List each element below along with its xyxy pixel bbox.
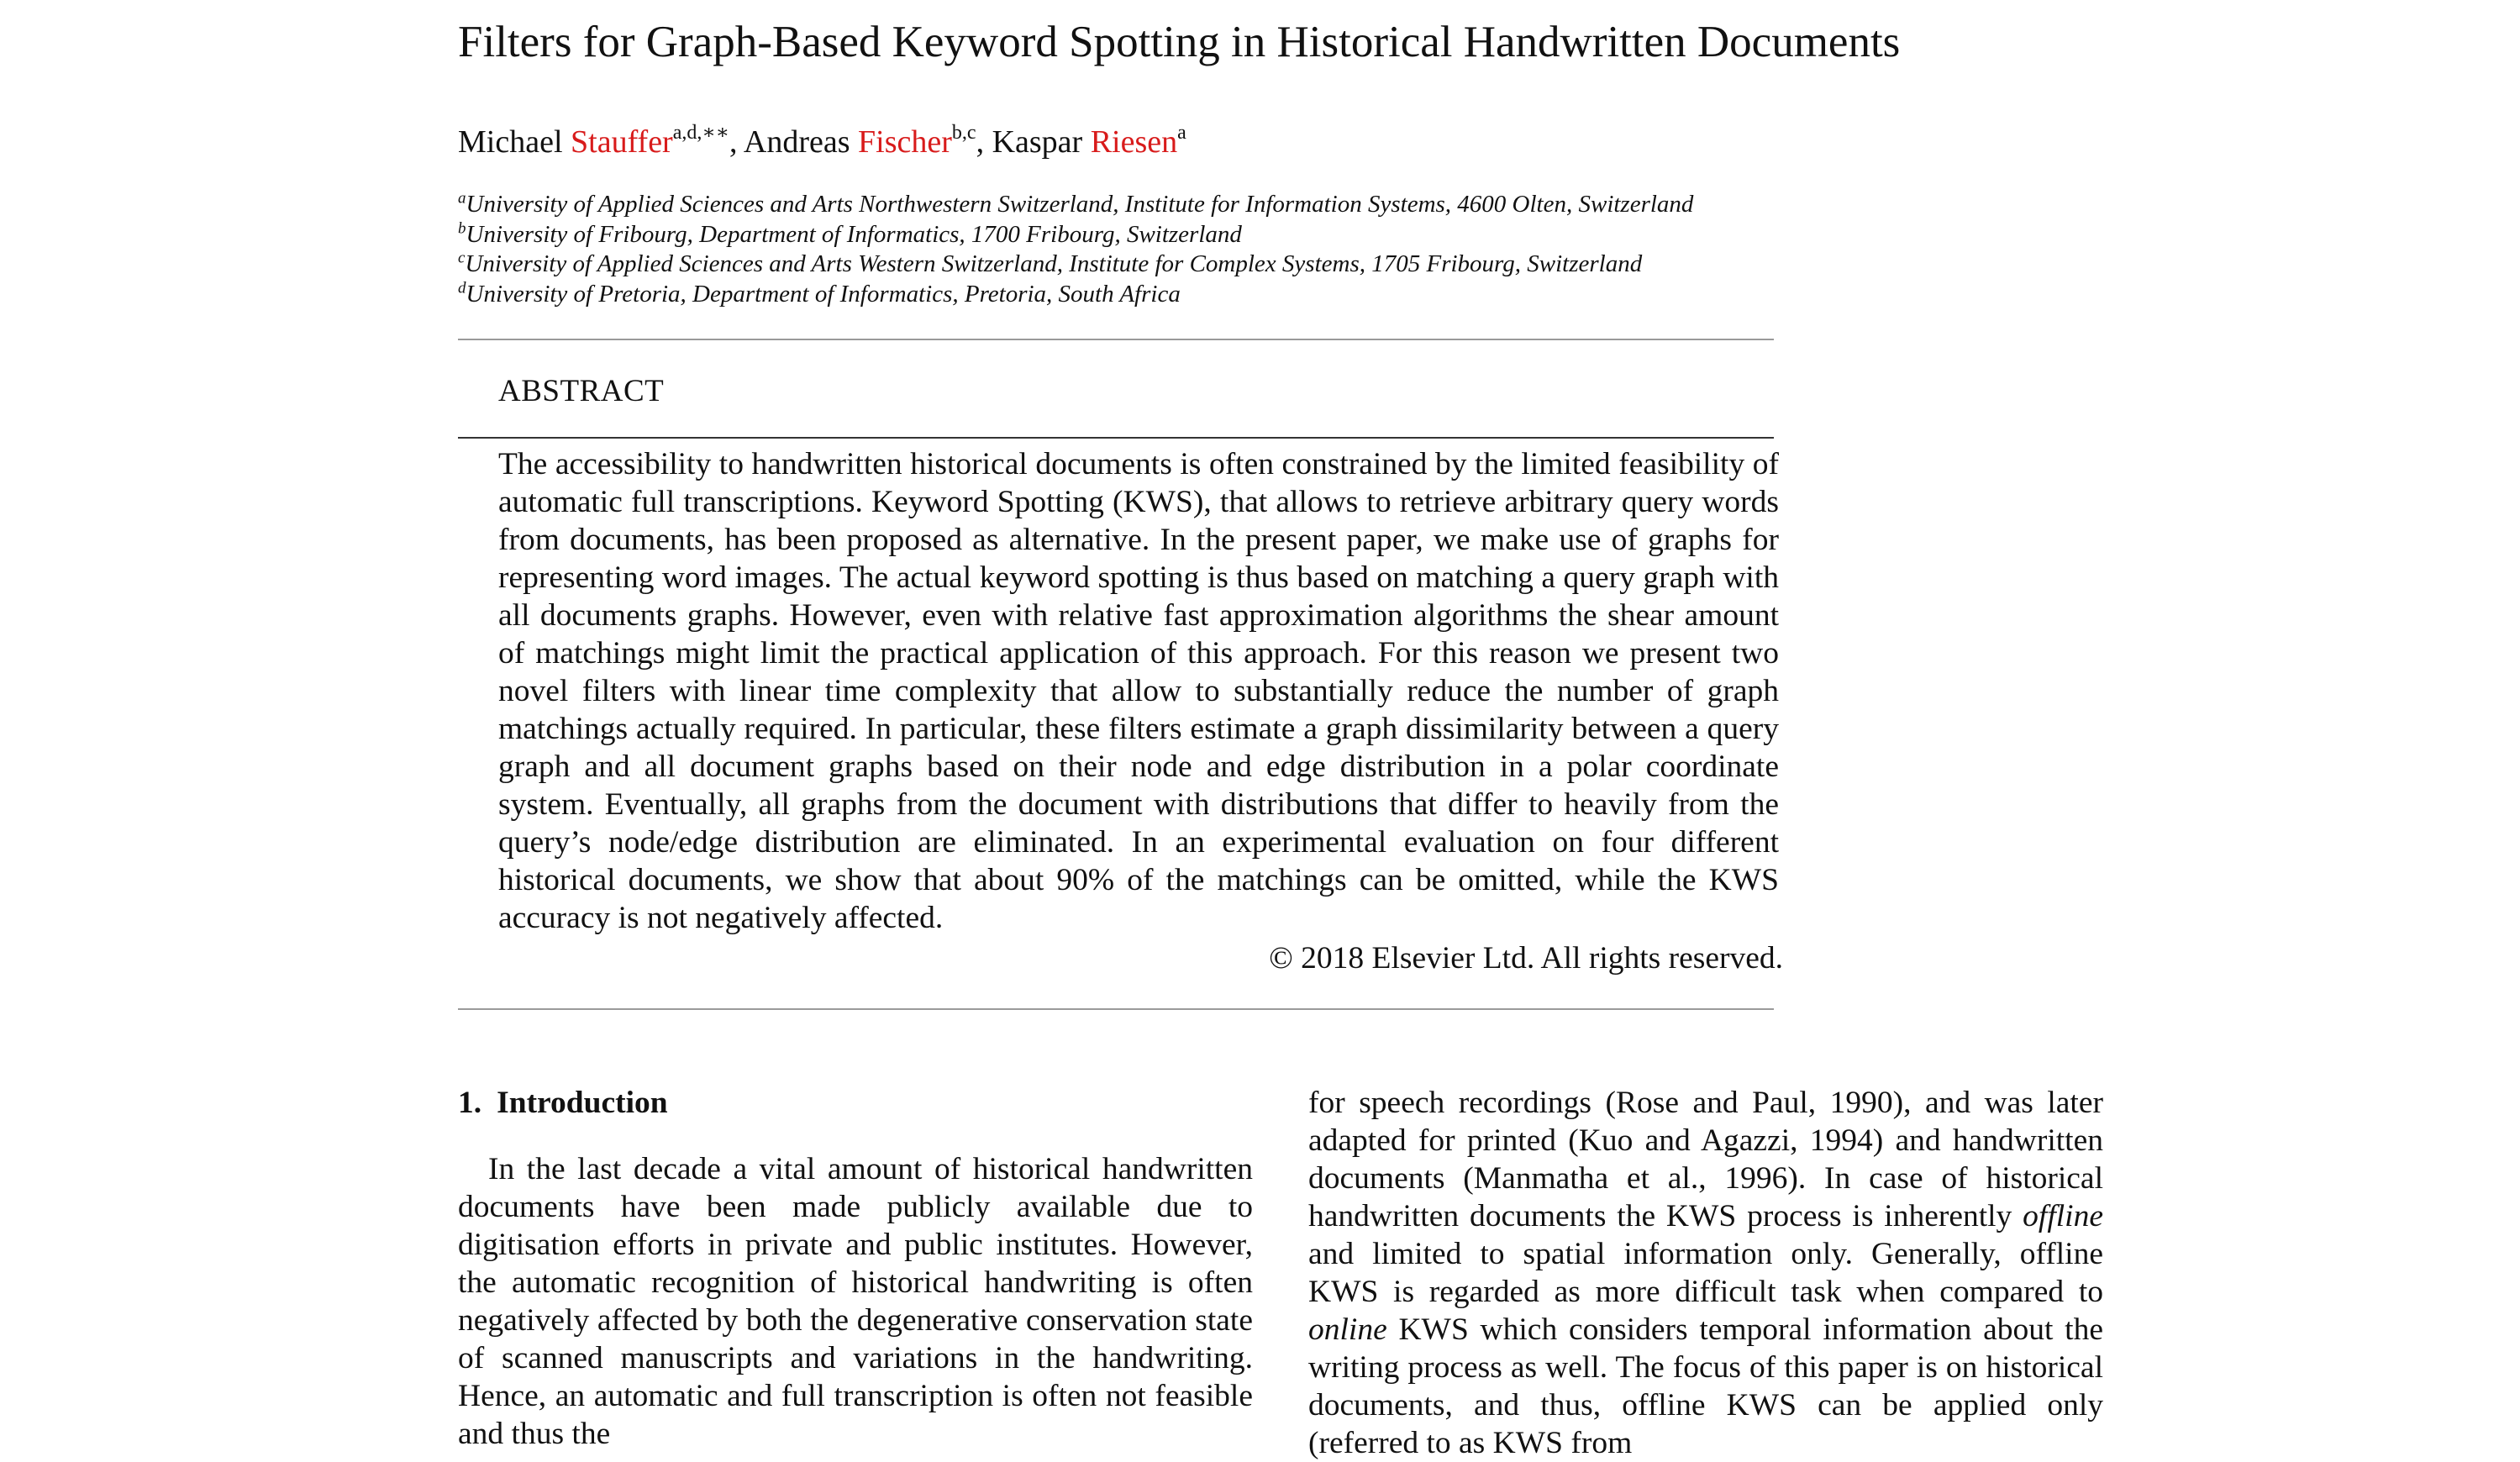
author-separator: , xyxy=(729,124,744,160)
text-run: for speech recordings (Rose and Paul, 1990), and was later adapted for printed (Kuo and Agazzi, 1994) and handwritten documents (Manmatha et al., 1996). In case of historical handwritten documents the KWS process is inherently xyxy=(1308,1086,2103,1233)
affiliation-mark: b xyxy=(458,218,466,237)
paper-title: Filters for Graph-Based Keyword Spotting in Historical Handwritten Documents xyxy=(458,18,1901,66)
intro-paragraph: In the last decade a vital amount of historical handwritten documents have been made publicly available due to digitisation efforts in private and public institutes. However, the automatic recognition of historical handwriting is often negatively affected by both the degenerative conservation state of scanned manuscripts and variations in the handwriting. Hence, an automatic and full transcription is often not feasible and thus the xyxy=(458,1152,1253,1451)
abstract-heading: ABSTRACT xyxy=(498,374,665,408)
divider-rule-top xyxy=(458,339,1774,340)
right-column xyxy=(1308,1084,2103,1462)
author-affiliation-marks: b,c xyxy=(951,122,976,145)
author-affiliation-marks: a,d,∗∗ xyxy=(672,122,729,145)
author-surname-link[interactable]: Fischer xyxy=(858,124,952,160)
author-affiliation-marks: a xyxy=(1177,122,1186,145)
affiliation-b xyxy=(458,220,1802,250)
author-given-name: Kaspar xyxy=(992,124,1083,160)
author-given-name: Andreas xyxy=(743,124,850,160)
section-heading xyxy=(458,1084,1253,1122)
affiliation-mark: a xyxy=(458,189,466,208)
affiliation-text: University of Pretoria, Department of Informatics, Pretoria, South Africa xyxy=(466,280,1181,308)
author-list xyxy=(458,120,1186,164)
author-3 xyxy=(992,124,1186,160)
divider-rule-abstract xyxy=(458,437,1774,439)
affiliation-d xyxy=(458,280,1802,310)
copyright-notice: © 2018 Elsevier Ltd. All rights reserved. xyxy=(1269,941,1783,976)
emphasis-text: online xyxy=(1308,1312,1387,1347)
text-run: and limited to spatial information only. Generally, offline KWS is regarded as more difficult task when compared to xyxy=(1308,1237,2103,1309)
abstract-paragraph: The accessibility to handwritten historical documents is often constrained by the limited feasibility of automatic full transcriptions. Keyword Spotting (KWS), that allows to retrieve arbitrary query words from documents, has been proposed as alternative. In the present paper, we make use of graphs for representing word images. The actual keyword spotting is thus based on matching a query graph with all documents graphs. However, even with relative fast approximation algorithms the shear amount of matchings might limit the practical application of this approach. For this reason we present two novel filters with linear time complexity that allow to substantially reduce the number of graph matchings actually required. In particular, these filters estimate a graph dissimilarity between a query graph and all document graphs based on their node and edge distribution in a polar coordinate system. Eventually, all graphs from the document with distributions that differ to heavily from the query’s node/edge distribution are eliminated. In an experimental evaluation on four different historical documents, we show that about 90% of the matchings can be omitted, while the KWS accuracy is not negatively affected. xyxy=(498,447,1779,935)
left-column xyxy=(458,1084,1253,1453)
author-given-name: Michael xyxy=(458,124,563,160)
affiliation-text: University of Applied Sciences and Arts Northwestern Switzerland, Institute for Information Systems, 4600 Olten, Switzerland xyxy=(466,191,1694,218)
author-separator: , xyxy=(976,124,992,160)
section-title: Introduction xyxy=(497,1086,668,1120)
affiliation-text: University of Fribourg, Department of Informatics, 1700 Fribourg, Switzerland xyxy=(466,220,1242,248)
affiliation-a xyxy=(458,190,1802,220)
section-number: 1. xyxy=(458,1086,482,1120)
affiliation-list xyxy=(458,190,1802,309)
affiliation-text: University of Applied Sciences and Arts Western Switzerland, Institute for Complex Systems, 1705 Fribourg, Switzerland xyxy=(465,250,1643,277)
affiliation-mark: d xyxy=(458,278,466,297)
affiliation-c xyxy=(458,250,1802,280)
author-surname-link[interactable]: Stauffer xyxy=(571,124,673,160)
author-2 xyxy=(744,124,992,160)
divider-rule-bottom xyxy=(458,1008,1774,1010)
author-1 xyxy=(458,124,744,160)
emphasis-text: offline xyxy=(2023,1199,2103,1233)
author-surname-link[interactable]: Riesen xyxy=(1090,124,1178,160)
text-run: KWS which considers temporal information about the writing process as well. The focus of this paper is on historical documents, and thus, offline KWS can be applied only (referred to as KWS from xyxy=(1308,1312,2103,1460)
abstract-body xyxy=(498,445,1779,937)
affiliation-mark: c xyxy=(458,249,466,267)
intro-paragraph-continued xyxy=(1308,1084,2103,1462)
